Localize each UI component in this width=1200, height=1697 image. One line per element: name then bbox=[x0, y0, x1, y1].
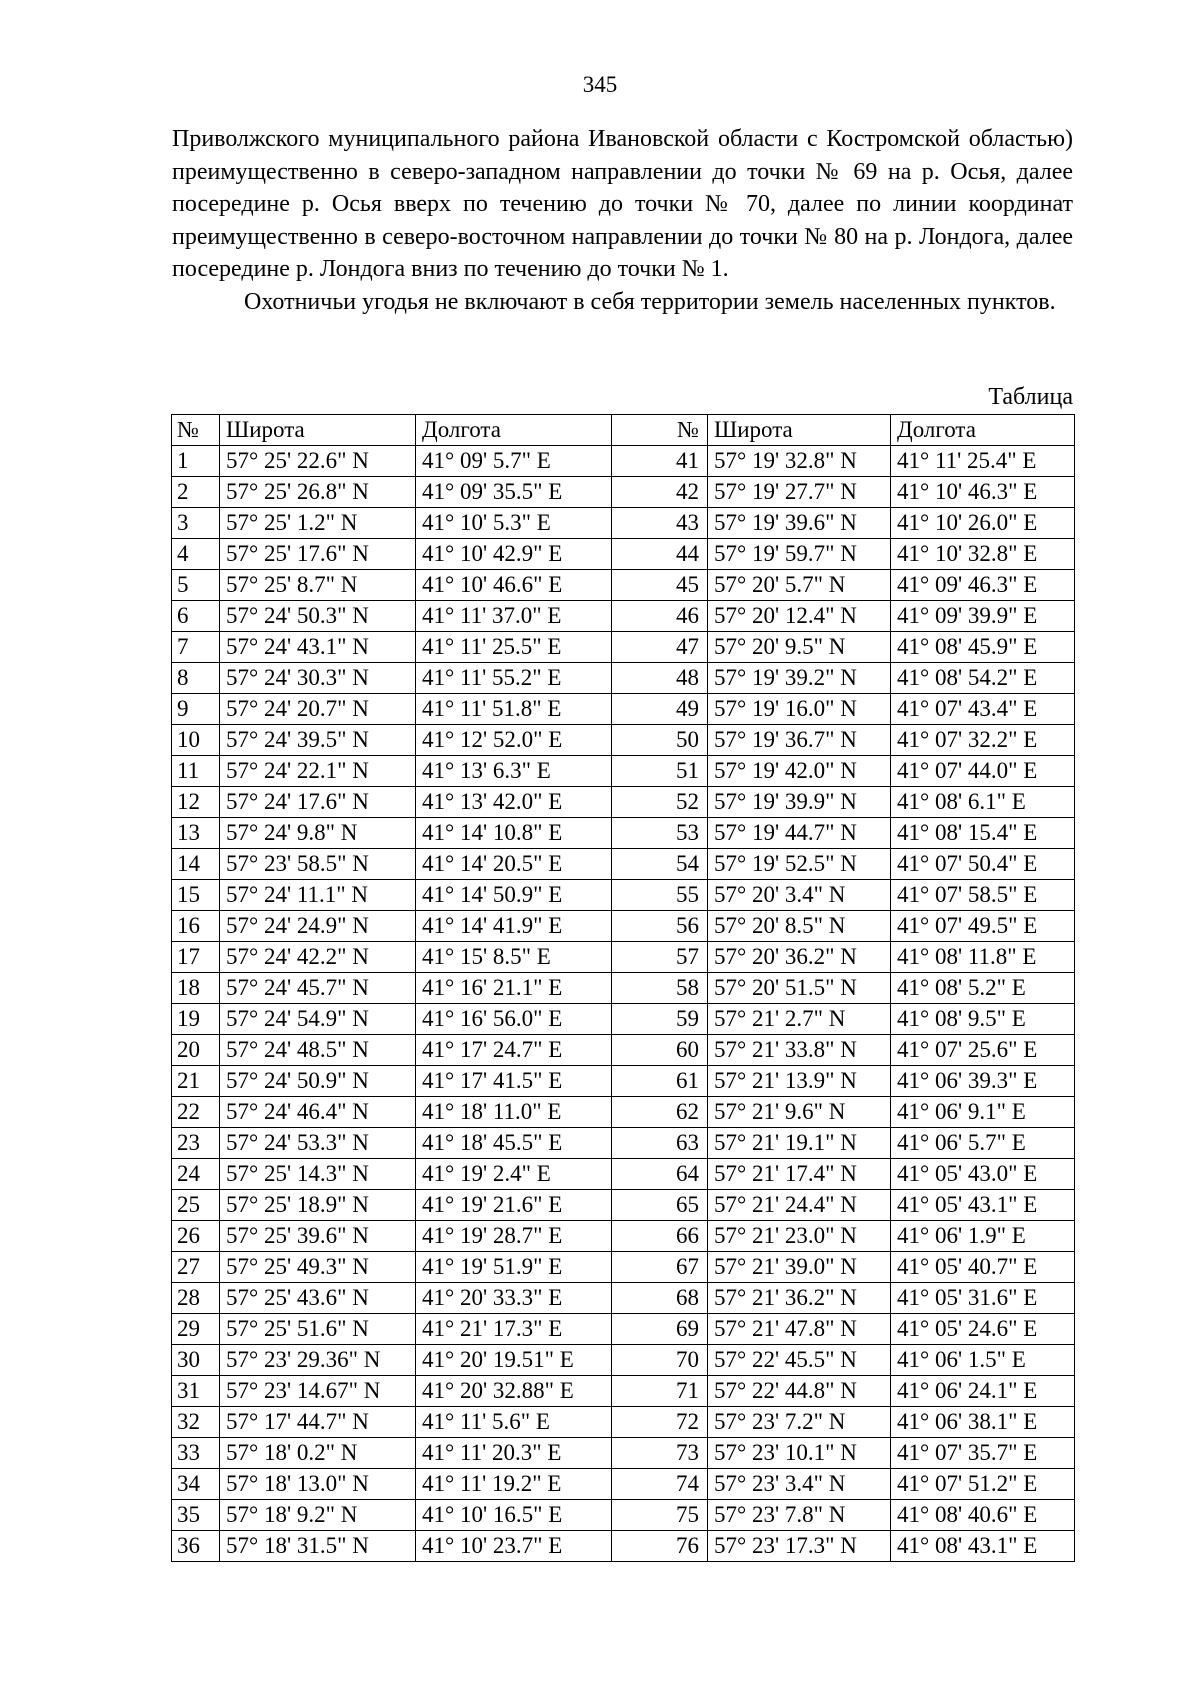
body-text bbox=[172, 123, 1073, 318]
cell-point-number-2: 57 bbox=[612, 942, 708, 973]
cell-latitude: 57° 24' 45.7" N bbox=[220, 973, 416, 1004]
cell-longitude: 41° 18' 45.5" E bbox=[416, 1128, 612, 1159]
cell-latitude: 57° 18' 31.5" N bbox=[220, 1531, 416, 1562]
cell-latitude-2: 57° 19' 16.0" N bbox=[708, 694, 891, 725]
cell-longitude: 41° 11' 37.0" E bbox=[416, 601, 612, 632]
cell-latitude: 57° 24' 17.6" N bbox=[220, 787, 416, 818]
cell-longitude: 41° 20' 33.3" E bbox=[416, 1283, 612, 1314]
cell-point-number: 23 bbox=[172, 1128, 220, 1159]
cell-latitude: 57° 25' 39.6" N bbox=[220, 1221, 416, 1252]
cell-latitude-2: 57° 20' 12.4" N bbox=[708, 601, 891, 632]
cell-latitude: 57° 25' 22.6" N bbox=[220, 446, 416, 477]
cell-longitude-2: 41° 07' 49.5" E bbox=[891, 911, 1075, 942]
table-row bbox=[172, 477, 1075, 508]
cell-longitude: 41° 10' 5.3" E bbox=[416, 508, 612, 539]
cell-latitude: 57° 24' 53.3" N bbox=[220, 1128, 416, 1159]
cell-point-number-2: 54 bbox=[612, 849, 708, 880]
table-row bbox=[172, 973, 1075, 1004]
cell-longitude: 41° 19' 21.6" E bbox=[416, 1190, 612, 1221]
table-row bbox=[172, 1469, 1075, 1500]
cell-point-number-2: 43 bbox=[612, 508, 708, 539]
cell-latitude: 57° 18' 13.0" N bbox=[220, 1469, 416, 1500]
cell-latitude: 57° 18' 9.2" N bbox=[220, 1500, 416, 1531]
table-row bbox=[172, 570, 1075, 601]
cell-point-number: 13 bbox=[172, 818, 220, 849]
cell-latitude: 57° 25' 17.6" N bbox=[220, 539, 416, 570]
cell-latitude-2: 57° 21' 33.8" N bbox=[708, 1035, 891, 1066]
cell-latitude-2: 57° 19' 42.0" N bbox=[708, 756, 891, 787]
cell-longitude-2: 41° 11' 25.4" E bbox=[891, 446, 1075, 477]
cell-point-number: 4 bbox=[172, 539, 220, 570]
cell-latitude-2: 57° 23' 3.4" N bbox=[708, 1469, 891, 1500]
table-row bbox=[172, 911, 1075, 942]
cell-point-number-2: 60 bbox=[612, 1035, 708, 1066]
cell-longitude-2: 41° 06' 5.7" E bbox=[891, 1128, 1075, 1159]
cell-point-number: 32 bbox=[172, 1407, 220, 1438]
paragraph-exclusion-note: Охотничьи угодья не включают в себя территории земель населенных пунктов. bbox=[244, 288, 1056, 315]
cell-longitude-2: 41° 08' 54.2" E bbox=[891, 663, 1075, 694]
table-row bbox=[172, 1035, 1075, 1066]
table-row bbox=[172, 1066, 1075, 1097]
cell-point-number-2: 62 bbox=[612, 1097, 708, 1128]
cell-longitude-2: 41° 06' 24.1" E bbox=[891, 1376, 1075, 1407]
cell-point-number-2: 50 bbox=[612, 725, 708, 756]
cell-longitude: 41° 14' 41.9" E bbox=[416, 911, 612, 942]
cell-longitude-2: 41° 07' 51.2" E bbox=[891, 1469, 1075, 1500]
table-row bbox=[172, 1004, 1075, 1035]
table-row bbox=[172, 1159, 1075, 1190]
cell-longitude: 41° 11' 55.2" E bbox=[416, 663, 612, 694]
table-row bbox=[172, 1531, 1075, 1562]
cell-point-number-2: 46 bbox=[612, 601, 708, 632]
table-row bbox=[172, 1283, 1075, 1314]
cell-latitude-2: 57° 20' 5.7" N bbox=[708, 570, 891, 601]
coordinates-table-body bbox=[172, 446, 1075, 1562]
cell-latitude: 57° 25' 43.6" N bbox=[220, 1283, 416, 1314]
cell-longitude-2: 41° 06' 38.1" E bbox=[891, 1407, 1075, 1438]
cell-latitude: 57° 24' 50.3" N bbox=[220, 601, 416, 632]
cell-longitude-2: 41° 08' 11.8" E bbox=[891, 942, 1075, 973]
cell-point-number-2: 53 bbox=[612, 818, 708, 849]
cell-latitude: 57° 24' 54.9" N bbox=[220, 1004, 416, 1035]
table-row bbox=[172, 1097, 1075, 1128]
cell-longitude-2: 41° 08' 45.9" E bbox=[891, 632, 1075, 663]
cell-longitude-2: 41° 06' 1.5" E bbox=[891, 1345, 1075, 1376]
cell-longitude: 41° 10' 23.7" E bbox=[416, 1531, 612, 1562]
cell-longitude-2: 41° 10' 26.0" E bbox=[891, 508, 1075, 539]
cell-latitude-2: 57° 19' 39.6" N bbox=[708, 508, 891, 539]
cell-point-number: 34 bbox=[172, 1469, 220, 1500]
cell-latitude: 57° 25' 14.3" N bbox=[220, 1159, 416, 1190]
cell-point-number: 31 bbox=[172, 1376, 220, 1407]
cell-latitude: 57° 25' 8.7" N bbox=[220, 570, 416, 601]
cell-longitude: 41° 10' 16.5" E bbox=[416, 1500, 612, 1531]
cell-point-number-2: 44 bbox=[612, 539, 708, 570]
cell-longitude-2: 41° 08' 43.1" E bbox=[891, 1531, 1075, 1562]
table-row bbox=[172, 601, 1075, 632]
cell-longitude-2: 41° 09' 46.3" E bbox=[891, 570, 1075, 601]
cell-latitude-2: 57° 23' 17.3" N bbox=[708, 1531, 891, 1562]
paragraph-boundary-description: Приволжского муниципального района Ивановской области с Костромской областью) преимущественно в северо-западном направлении до точки № 69 на р. Осья, далее посередине р. Осья вверх по течению до точки № 70, далее по линии координат преимущественно в северо-восточном направлении до точки № 80 на р. Лондога, далее посередине р. Лондога вниз по течению до точки № 1. bbox=[172, 126, 1073, 282]
cell-longitude: 41° 19' 28.7" E bbox=[416, 1221, 612, 1252]
cell-longitude-2: 41° 08' 15.4" E bbox=[891, 818, 1075, 849]
cell-point-number-2: 47 bbox=[612, 632, 708, 663]
cell-latitude: 57° 24' 48.5" N bbox=[220, 1035, 416, 1066]
cell-latitude: 57° 24' 46.4" N bbox=[220, 1097, 416, 1128]
table-row bbox=[172, 1128, 1075, 1159]
cell-point-number-2: 74 bbox=[612, 1469, 708, 1500]
cell-longitude-2: 41° 10' 32.8" E bbox=[891, 539, 1075, 570]
header-point-number-2: № bbox=[612, 415, 708, 446]
cell-latitude: 57° 25' 18.9" N bbox=[220, 1190, 416, 1221]
cell-point-number: 9 bbox=[172, 694, 220, 725]
header-latitude-2: Широта bbox=[708, 415, 891, 446]
cell-latitude-2: 57° 20' 51.5" N bbox=[708, 973, 891, 1004]
cell-longitude: 41° 16' 56.0" E bbox=[416, 1004, 612, 1035]
cell-point-number-2: 72 bbox=[612, 1407, 708, 1438]
cell-point-number-2: 42 bbox=[612, 477, 708, 508]
table-row bbox=[172, 818, 1075, 849]
cell-point-number: 25 bbox=[172, 1190, 220, 1221]
table-caption: Таблица bbox=[988, 384, 1073, 410]
cell-latitude: 57° 23' 29.36" N bbox=[220, 1345, 416, 1376]
cell-latitude: 57° 24' 30.3" N bbox=[220, 663, 416, 694]
cell-point-number: 19 bbox=[172, 1004, 220, 1035]
table-row bbox=[172, 787, 1075, 818]
cell-longitude: 41° 11' 19.2" E bbox=[416, 1469, 612, 1500]
cell-longitude-2: 41° 08' 40.6" E bbox=[891, 1500, 1075, 1531]
cell-point-number-2: 63 bbox=[612, 1128, 708, 1159]
cell-point-number: 14 bbox=[172, 849, 220, 880]
cell-longitude: 41° 18' 11.0" E bbox=[416, 1097, 612, 1128]
page-number: 345 bbox=[582, 72, 618, 97]
cell-latitude: 57° 17' 44.7" N bbox=[220, 1407, 416, 1438]
cell-latitude-2: 57° 20' 8.5" N bbox=[708, 911, 891, 942]
cell-point-number-2: 70 bbox=[612, 1345, 708, 1376]
cell-latitude-2: 57° 23' 7.2" N bbox=[708, 1407, 891, 1438]
cell-point-number-2: 71 bbox=[612, 1376, 708, 1407]
cell-point-number-2: 48 bbox=[612, 663, 708, 694]
coordinates-table bbox=[171, 414, 1075, 1562]
table-row bbox=[172, 1345, 1075, 1376]
cell-longitude: 41° 13' 6.3" E bbox=[416, 756, 612, 787]
cell-point-number: 35 bbox=[172, 1500, 220, 1531]
table-row bbox=[172, 1190, 1075, 1221]
cell-longitude: 41° 10' 46.6" E bbox=[416, 570, 612, 601]
cell-point-number: 22 bbox=[172, 1097, 220, 1128]
cell-longitude-2: 41° 08' 5.2" E bbox=[891, 973, 1075, 1004]
cell-point-number: 21 bbox=[172, 1066, 220, 1097]
cell-point-number-2: 66 bbox=[612, 1221, 708, 1252]
cell-point-number-2: 52 bbox=[612, 787, 708, 818]
cell-latitude-2: 57° 20' 3.4" N bbox=[708, 880, 891, 911]
cell-point-number: 12 bbox=[172, 787, 220, 818]
cell-longitude: 41° 11' 25.5" E bbox=[416, 632, 612, 663]
cell-longitude-2: 41° 05' 24.6" E bbox=[891, 1314, 1075, 1345]
cell-latitude: 57° 24' 22.1" N bbox=[220, 756, 416, 787]
cell-latitude-2: 57° 19' 39.2" N bbox=[708, 663, 891, 694]
cell-point-number: 16 bbox=[172, 911, 220, 942]
table-row bbox=[172, 663, 1075, 694]
cell-latitude-2: 57° 21' 19.1" N bbox=[708, 1128, 891, 1159]
cell-longitude-2: 41° 05' 43.0" E bbox=[891, 1159, 1075, 1190]
table-row bbox=[172, 1407, 1075, 1438]
cell-point-number-2: 65 bbox=[612, 1190, 708, 1221]
cell-point-number: 30 bbox=[172, 1345, 220, 1376]
cell-longitude: 41° 11' 5.6" E bbox=[416, 1407, 612, 1438]
cell-longitude: 41° 16' 21.1" E bbox=[416, 973, 612, 1004]
table-row bbox=[172, 1376, 1075, 1407]
cell-point-number-2: 41 bbox=[612, 446, 708, 477]
cell-longitude: 41° 21' 17.3" E bbox=[416, 1314, 612, 1345]
cell-latitude-2: 57° 21' 9.6" N bbox=[708, 1097, 891, 1128]
cell-latitude-2: 57° 20' 9.5" N bbox=[708, 632, 891, 663]
cell-point-number-2: 61 bbox=[612, 1066, 708, 1097]
cell-longitude: 41° 12' 52.0" E bbox=[416, 725, 612, 756]
cell-latitude-2: 57° 19' 44.7" N bbox=[708, 818, 891, 849]
cell-longitude: 41° 14' 10.8" E bbox=[416, 818, 612, 849]
cell-latitude-2: 57° 21' 2.7" N bbox=[708, 1004, 891, 1035]
cell-point-number-2: 51 bbox=[612, 756, 708, 787]
cell-latitude-2: 57° 21' 24.4" N bbox=[708, 1190, 891, 1221]
cell-point-number: 24 bbox=[172, 1159, 220, 1190]
cell-point-number: 36 bbox=[172, 1531, 220, 1562]
cell-point-number-2: 56 bbox=[612, 911, 708, 942]
cell-longitude: 41° 11' 20.3" E bbox=[416, 1438, 612, 1469]
cell-point-number: 6 bbox=[172, 601, 220, 632]
cell-longitude: 41° 09' 35.5" E bbox=[416, 477, 612, 508]
cell-point-number: 20 bbox=[172, 1035, 220, 1066]
cell-latitude-2: 57° 23' 7.8" N bbox=[708, 1500, 891, 1531]
cell-point-number-2: 67 bbox=[612, 1252, 708, 1283]
table-row bbox=[172, 539, 1075, 570]
cell-longitude-2: 41° 09' 39.9" E bbox=[891, 601, 1075, 632]
cell-latitude-2: 57° 21' 36.2" N bbox=[708, 1283, 891, 1314]
cell-latitude-2: 57° 22' 44.8" N bbox=[708, 1376, 891, 1407]
cell-longitude: 41° 09' 5.7" E bbox=[416, 446, 612, 477]
cell-longitude-2: 41° 07' 25.6" E bbox=[891, 1035, 1075, 1066]
header-longitude: Долгота bbox=[416, 415, 612, 446]
cell-point-number: 10 bbox=[172, 725, 220, 756]
table-row bbox=[172, 1500, 1075, 1531]
header-latitude: Широта bbox=[220, 415, 416, 446]
cell-latitude-2: 57° 21' 17.4" N bbox=[708, 1159, 891, 1190]
cell-latitude: 57° 25' 49.3" N bbox=[220, 1252, 416, 1283]
table-row bbox=[172, 1221, 1075, 1252]
cell-latitude-2: 57° 21' 47.8" N bbox=[708, 1314, 891, 1345]
cell-latitude: 57° 25' 51.6" N bbox=[220, 1314, 416, 1345]
cell-point-number-2: 45 bbox=[612, 570, 708, 601]
cell-longitude: 41° 20' 19.51" E bbox=[416, 1345, 612, 1376]
cell-longitude: 41° 15' 8.5" E bbox=[416, 942, 612, 973]
cell-latitude-2: 57° 19' 32.8" N bbox=[708, 446, 891, 477]
table-row bbox=[172, 880, 1075, 911]
cell-point-number-2: 59 bbox=[612, 1004, 708, 1035]
cell-longitude: 41° 19' 2.4" E bbox=[416, 1159, 612, 1190]
cell-longitude-2: 41° 07' 58.5" E bbox=[891, 880, 1075, 911]
cell-longitude: 41° 10' 42.9" E bbox=[416, 539, 612, 570]
cell-longitude: 41° 19' 51.9" E bbox=[416, 1252, 612, 1283]
cell-latitude: 57° 24' 43.1" N bbox=[220, 632, 416, 663]
cell-longitude-2: 41° 07' 35.7" E bbox=[891, 1438, 1075, 1469]
table-header-row bbox=[172, 415, 1075, 446]
header-longitude-2: Долгота bbox=[891, 415, 1075, 446]
header-point-number: № bbox=[172, 415, 220, 446]
cell-longitude: 41° 17' 24.7" E bbox=[416, 1035, 612, 1066]
cell-latitude: 57° 25' 26.8" N bbox=[220, 477, 416, 508]
cell-longitude-2: 41° 07' 43.4" E bbox=[891, 694, 1075, 725]
cell-longitude-2: 41° 10' 46.3" E bbox=[891, 477, 1075, 508]
cell-point-number: 33 bbox=[172, 1438, 220, 1469]
cell-point-number-2: 76 bbox=[612, 1531, 708, 1562]
cell-latitude: 57° 24' 50.9" N bbox=[220, 1066, 416, 1097]
table-row bbox=[172, 632, 1075, 663]
cell-longitude: 41° 14' 50.9" E bbox=[416, 880, 612, 911]
cell-point-number: 8 bbox=[172, 663, 220, 694]
cell-point-number-2: 73 bbox=[612, 1438, 708, 1469]
cell-latitude: 57° 24' 9.8" N bbox=[220, 818, 416, 849]
cell-longitude-2: 41° 05' 43.1" E bbox=[891, 1190, 1075, 1221]
cell-longitude-2: 41° 05' 31.6" E bbox=[891, 1283, 1075, 1314]
table-row bbox=[172, 849, 1075, 880]
cell-longitude-2: 41° 08' 9.5" E bbox=[891, 1004, 1075, 1035]
table-row bbox=[172, 1314, 1075, 1345]
cell-point-number: 1 bbox=[172, 446, 220, 477]
table-row bbox=[172, 1252, 1075, 1283]
cell-longitude-2: 41° 07' 44.0" E bbox=[891, 756, 1075, 787]
cell-latitude-2: 57° 21' 23.0" N bbox=[708, 1221, 891, 1252]
table-row bbox=[172, 694, 1075, 725]
cell-latitude: 57° 23' 58.5" N bbox=[220, 849, 416, 880]
cell-latitude: 57° 24' 39.5" N bbox=[220, 725, 416, 756]
cell-longitude: 41° 17' 41.5" E bbox=[416, 1066, 612, 1097]
table-row bbox=[172, 508, 1075, 539]
cell-latitude-2: 57° 22' 45.5" N bbox=[708, 1345, 891, 1376]
cell-latitude-2: 57° 19' 36.7" N bbox=[708, 725, 891, 756]
cell-longitude-2: 41° 07' 32.2" E bbox=[891, 725, 1075, 756]
cell-point-number-2: 64 bbox=[612, 1159, 708, 1190]
cell-latitude-2: 57° 21' 39.0" N bbox=[708, 1252, 891, 1283]
cell-point-number: 17 bbox=[172, 942, 220, 973]
table-row bbox=[172, 942, 1075, 973]
cell-point-number: 7 bbox=[172, 632, 220, 663]
cell-latitude: 57° 18' 0.2" N bbox=[220, 1438, 416, 1469]
cell-point-number-2: 69 bbox=[612, 1314, 708, 1345]
cell-latitude: 57° 24' 24.9" N bbox=[220, 911, 416, 942]
cell-point-number: 11 bbox=[172, 756, 220, 787]
cell-longitude-2: 41° 06' 39.3" E bbox=[891, 1066, 1075, 1097]
cell-point-number: 27 bbox=[172, 1252, 220, 1283]
cell-point-number-2: 75 bbox=[612, 1500, 708, 1531]
cell-latitude-2: 57° 19' 27.7" N bbox=[708, 477, 891, 508]
table-row bbox=[172, 756, 1075, 787]
cell-point-number: 26 bbox=[172, 1221, 220, 1252]
cell-latitude-2: 57° 21' 13.9" N bbox=[708, 1066, 891, 1097]
cell-point-number-2: 55 bbox=[612, 880, 708, 911]
table-row bbox=[172, 446, 1075, 477]
table-row bbox=[172, 1438, 1075, 1469]
cell-latitude-2: 57° 20' 36.2" N bbox=[708, 942, 891, 973]
cell-longitude-2: 41° 06' 1.9" E bbox=[891, 1221, 1075, 1252]
cell-longitude: 41° 14' 20.5" E bbox=[416, 849, 612, 880]
cell-point-number: 3 bbox=[172, 508, 220, 539]
cell-point-number: 18 bbox=[172, 973, 220, 1004]
cell-longitude: 41° 20' 32.88" E bbox=[416, 1376, 612, 1407]
cell-latitude-2: 57° 23' 10.1" N bbox=[708, 1438, 891, 1469]
cell-longitude-2: 41° 08' 6.1" E bbox=[891, 787, 1075, 818]
cell-longitude-2: 41° 05' 40.7" E bbox=[891, 1252, 1075, 1283]
cell-longitude-2: 41° 06' 9.1" E bbox=[891, 1097, 1075, 1128]
cell-latitude: 57° 25' 1.2" N bbox=[220, 508, 416, 539]
cell-point-number: 29 bbox=[172, 1314, 220, 1345]
cell-latitude-2: 57° 19' 39.9" N bbox=[708, 787, 891, 818]
cell-point-number: 28 bbox=[172, 1283, 220, 1314]
cell-longitude-2: 41° 07' 50.4" E bbox=[891, 849, 1075, 880]
cell-longitude: 41° 11' 51.8" E bbox=[416, 694, 612, 725]
cell-point-number: 5 bbox=[172, 570, 220, 601]
cell-longitude: 41° 13' 42.0" E bbox=[416, 787, 612, 818]
cell-latitude: 57° 23' 14.67" N bbox=[220, 1376, 416, 1407]
cell-point-number-2: 49 bbox=[612, 694, 708, 725]
cell-latitude-2: 57° 19' 59.7" N bbox=[708, 539, 891, 570]
table-row bbox=[172, 725, 1075, 756]
cell-point-number: 2 bbox=[172, 477, 220, 508]
cell-point-number-2: 68 bbox=[612, 1283, 708, 1314]
cell-latitude: 57° 24' 42.2" N bbox=[220, 942, 416, 973]
cell-point-number-2: 58 bbox=[612, 973, 708, 1004]
cell-latitude-2: 57° 19' 52.5" N bbox=[708, 849, 891, 880]
cell-latitude: 57° 24' 20.7" N bbox=[220, 694, 416, 725]
cell-point-number: 15 bbox=[172, 880, 220, 911]
cell-latitude: 57° 24' 11.1" N bbox=[220, 880, 416, 911]
